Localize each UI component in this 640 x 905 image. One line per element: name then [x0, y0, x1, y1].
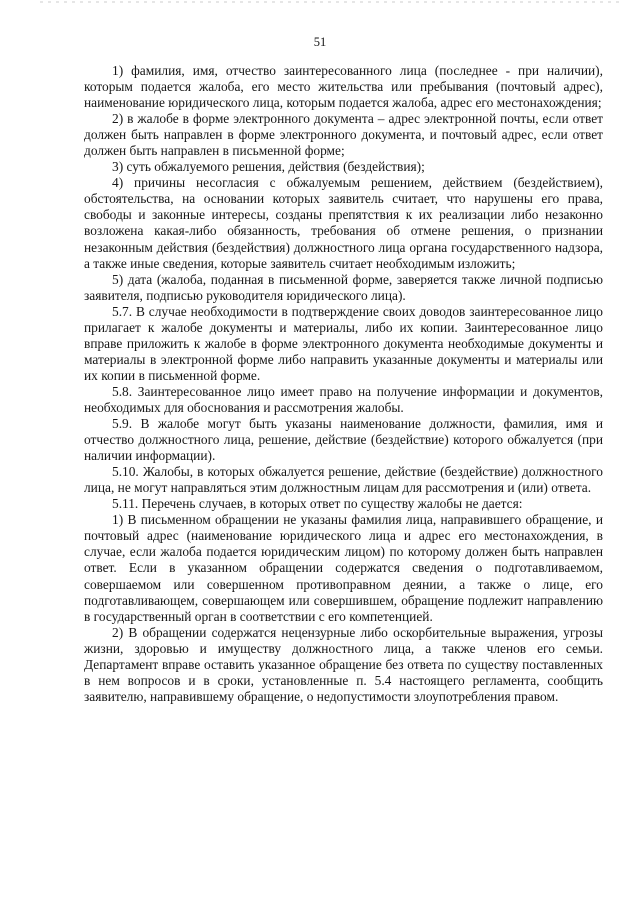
paragraph: 3) суть обжалуемого решения, действия (бездействия);: [112, 159, 425, 175]
paragraph: 1) В письменном обращении не указаны фамилия лица, направившего обращение, и почтовый адрес (наименование юридического лица и адрес его местонахождения, в случае, если жалоба подается юридическим лицом) по которому должен быть направлен ответ. Если в указанном обращении содержатся сведения о подготавливаемом, совершаемом или совершенном противоправном деянии, а также о лице, его подготавливающем, совершающем или совершившем, обращение подлежит направлению в государственный орган в соответствии с его компетенцией.: [84, 512, 603, 624]
paragraph: 1) фамилия, имя, отчество заинтересованного лица (последнее - при наличии), которым подается жалоба, его место жительства или пребывания (почтовый адрес), наименование юридического лица, которым подается жалоба, адрес его местонахождения;: [84, 63, 603, 111]
page-number: 51: [313, 35, 327, 49]
paragraph: 2) В обращении содержатся нецензурные либо оскорбительные выражения, угрозы жизни, здоровью и имуществу должностного лица, а также членов его семьи. Департамент вправе оставить указанное обращение без ответа по существу поставленных в нем вопросов и в сроки, установленные п. 5.4 настоящего регламента, сообщить заявителю, направившему обращение, о недопустимости злоупотребления правом.: [84, 624, 603, 704]
paragraph: 5.8. Заинтересованное лицо имеет право на получение информации и документов, необходимых для обоснования и рассмотрения жалобы.: [84, 383, 603, 415]
paragraph: 5) дата (жалоба, поданная в письменной форме, заверяется также личной подписью заявителя, подписью руководителя юридического лица).: [84, 271, 603, 303]
document-body: [84, 63, 603, 705]
scan-edge-artifact: [0, 0, 640, 8]
paragraph: 5.7. В случае необходимости в подтверждение своих доводов заинтересованное лицо прилагает к жалобе документы и материалы, либо их копии. Заинтересованное лицо вправе приложить к жалобе в форме электронного документа необходимые документы и материалы в электронной форме либо направить указанные документы и материалы или их копии в письменной форме.: [84, 303, 603, 383]
paragraph: 5.9. В жалобе могут быть указаны наименование должности, фамилия, имя и отчество должностного лица, решение, действие (бездействие) которого обжалуется (при наличии информации).: [84, 416, 603, 464]
paragraph: 4) причины несогласия с обжалуемым решением, действием (бездействием), обстоятельства, на основании которых заявитель считает, что нарушены его права, свободы и законные интересы, созданы препятствия к их реализации либо незаконно возложена какая-либо обязанность, требования об отмене решения, о признании незаконным действия (бездействия) должностного лица органа государственного надзора, а также иные сведения, которые заявитель считает необходимым изложить;: [84, 175, 603, 271]
paragraph: 5.11. Перечень случаев, в которых ответ по существу жалобы не дается:: [112, 496, 523, 512]
paragraph: 2) в жалобе в форме электронного документа – адрес электронной почты, если ответ должен быть направлен в форме электронного документа, и почтовый адрес, если ответ должен быть направлен в письменной форме;: [84, 111, 603, 159]
paragraph: 5.10. Жалобы, в которых обжалуется решение, действие (бездействие) должностного лица, не могут направляться этим должностным лицам для рассмотрения и (или) ответа.: [84, 464, 603, 496]
